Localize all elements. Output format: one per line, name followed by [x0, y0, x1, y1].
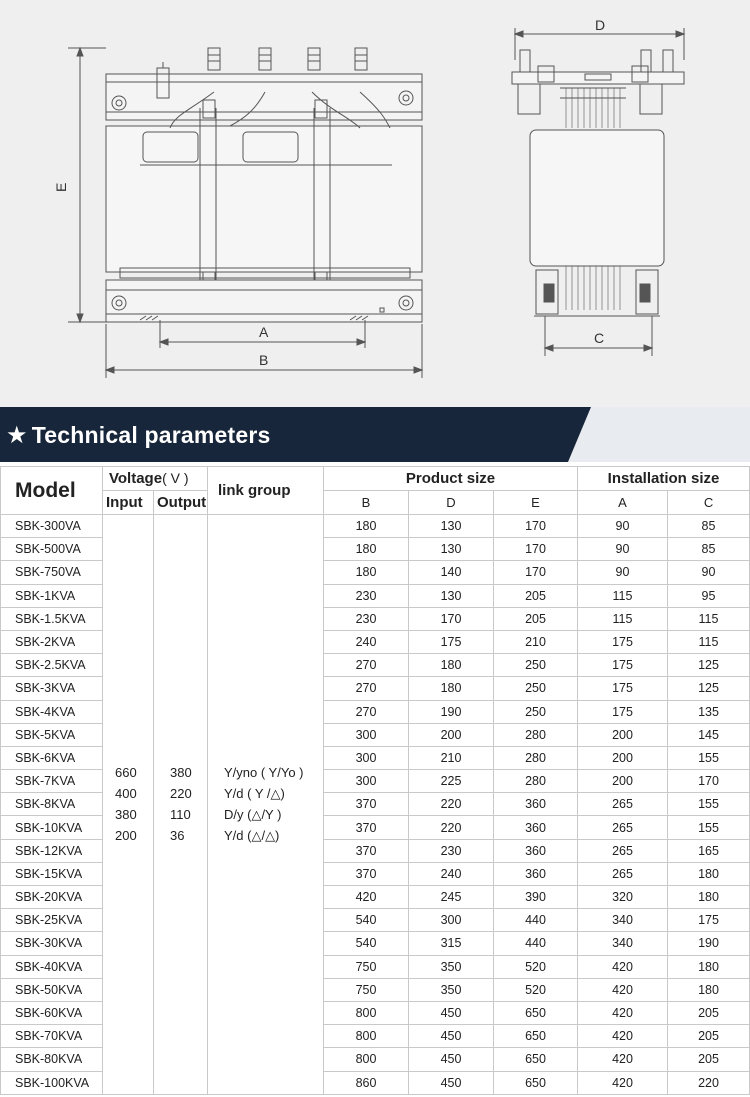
link-group-cell-value: Y/d (△/△): [224, 828, 280, 844]
size-d-cell: 350: [409, 955, 494, 978]
header-voltage: [103, 467, 208, 491]
size-e-cell: 210: [494, 630, 578, 653]
size-a-cell: 115: [578, 607, 668, 630]
model-cell: SBK-2KVA: [1, 630, 103, 653]
table-row: [1, 515, 750, 538]
input-voltage-cell-value: 660: [115, 765, 137, 781]
size-c-cell: 180: [668, 862, 750, 885]
size-c-cell: 205: [668, 1048, 750, 1071]
input-voltage-cell-value: 400: [115, 786, 137, 802]
model-cell: SBK-80KVA: [1, 1048, 103, 1071]
size-c-cell: 190: [668, 932, 750, 955]
size-a-cell: 175: [578, 677, 668, 700]
size-b-cell: 750: [324, 955, 409, 978]
model-cell: SBK-10KVA: [1, 816, 103, 839]
table-body: [1, 515, 750, 1095]
size-e-cell: 170: [494, 561, 578, 584]
size-a-cell: 200: [578, 746, 668, 769]
model-cell: SBK-20KVA: [1, 886, 103, 909]
size-e-cell: 390: [494, 886, 578, 909]
size-b-cell: 300: [324, 746, 409, 769]
header-voltage-label: Voltage: [109, 470, 163, 487]
size-e-cell: 360: [494, 862, 578, 885]
model-cell: SBK-3KVA: [1, 677, 103, 700]
size-b-cell: 800: [324, 1048, 409, 1071]
size-a-cell: 265: [578, 793, 668, 816]
dim-label-b: B: [259, 352, 269, 368]
size-c-cell: 125: [668, 677, 750, 700]
header-input: Input: [103, 491, 154, 515]
size-c-cell: 205: [668, 1025, 750, 1048]
model-cell: SBK-6KVA: [1, 746, 103, 769]
technical-drawing: [0, 0, 750, 407]
size-c-cell: 165: [668, 839, 750, 862]
size-d-cell: 130: [409, 538, 494, 561]
model-cell: SBK-12KVA: [1, 839, 103, 862]
size-e-cell: 650: [494, 1048, 578, 1071]
model-cell: SBK-15KVA: [1, 862, 103, 885]
size-b-cell: 540: [324, 909, 409, 932]
size-d-cell: 130: [409, 584, 494, 607]
size-c-cell: 125: [668, 654, 750, 677]
size-d-cell: 200: [409, 723, 494, 746]
size-e-cell: 250: [494, 700, 578, 723]
dim-label-d: D: [595, 17, 606, 33]
size-d-cell: 140: [409, 561, 494, 584]
size-c-cell: 145: [668, 723, 750, 746]
size-e-cell: 280: [494, 770, 578, 793]
input-voltage-cell-value: 200: [115, 828, 137, 844]
header-model: Model: [1, 467, 103, 515]
size-e-cell: 280: [494, 746, 578, 769]
model-cell: SBK-500VA: [1, 538, 103, 561]
size-d-cell: 450: [409, 1048, 494, 1071]
size-b-cell: 300: [324, 770, 409, 793]
size-a-cell: 175: [578, 654, 668, 677]
size-a-cell: 420: [578, 1025, 668, 1048]
model-cell: SBK-60KVA: [1, 1001, 103, 1024]
model-cell: SBK-8KVA: [1, 793, 103, 816]
size-b-cell: 270: [324, 677, 409, 700]
size-c-cell: 175: [668, 909, 750, 932]
size-a-cell: 420: [578, 1071, 668, 1094]
size-b-cell: 180: [324, 515, 409, 538]
header-c: C: [668, 491, 750, 515]
size-c-cell: 155: [668, 746, 750, 769]
size-a-cell: 265: [578, 816, 668, 839]
size-b-cell: 540: [324, 932, 409, 955]
model-cell: SBK-50KVA: [1, 978, 103, 1001]
size-e-cell: 440: [494, 909, 578, 932]
size-d-cell: 220: [409, 816, 494, 839]
size-e-cell: 205: [494, 607, 578, 630]
model-cell: SBK-2.5KVA: [1, 654, 103, 677]
size-a-cell: 420: [578, 955, 668, 978]
model-cell: SBK-40KVA: [1, 955, 103, 978]
size-d-cell: 450: [409, 1001, 494, 1024]
section-title: [6, 421, 271, 450]
size-e-cell: 360: [494, 793, 578, 816]
size-c-cell: 95: [668, 584, 750, 607]
model-cell: SBK-300VA: [1, 515, 103, 538]
model-cell: SBK-5KVA: [1, 723, 103, 746]
size-c-cell: 115: [668, 607, 750, 630]
size-e-cell: 250: [494, 654, 578, 677]
technical-parameters-table: [0, 466, 750, 1095]
header-e: E: [494, 491, 578, 515]
header-b: B: [324, 491, 409, 515]
header-output: Output: [154, 491, 208, 515]
size-a-cell: 420: [578, 1001, 668, 1024]
size-c-cell: 85: [668, 538, 750, 561]
size-b-cell: 230: [324, 607, 409, 630]
size-e-cell: 650: [494, 1071, 578, 1094]
size-d-cell: 180: [409, 654, 494, 677]
dim-label-e: E: [53, 182, 69, 192]
size-e-cell: 280: [494, 723, 578, 746]
front-view: [68, 48, 422, 378]
size-c-cell: 205: [668, 1001, 750, 1024]
model-cell: SBK-25KVA: [1, 909, 103, 932]
size-d-cell: 130: [409, 515, 494, 538]
size-d-cell: 350: [409, 978, 494, 1001]
size-d-cell: 175: [409, 630, 494, 653]
size-d-cell: 450: [409, 1071, 494, 1094]
size-c-cell: 85: [668, 515, 750, 538]
header-link-group: link group: [208, 467, 324, 515]
model-cell: SBK-30KVA: [1, 932, 103, 955]
size-d-cell: 240: [409, 862, 494, 885]
header-a: A: [578, 491, 668, 515]
size-a-cell: 340: [578, 909, 668, 932]
section-banner: [0, 407, 750, 462]
size-a-cell: 340: [578, 932, 668, 955]
dim-label-a: A: [259, 324, 269, 340]
size-a-cell: 175: [578, 630, 668, 653]
size-c-cell: 180: [668, 955, 750, 978]
size-b-cell: 230: [324, 584, 409, 607]
size-e-cell: 520: [494, 955, 578, 978]
input-voltage-cell-value: 380: [115, 807, 137, 823]
model-cell: SBK-70KVA: [1, 1025, 103, 1048]
size-c-cell: 115: [668, 630, 750, 653]
size-e-cell: 650: [494, 1025, 578, 1048]
size-a-cell: 200: [578, 723, 668, 746]
header-product-size: Product size: [324, 467, 578, 491]
side-view: [512, 28, 684, 356]
size-a-cell: 175: [578, 700, 668, 723]
size-e-cell: 170: [494, 515, 578, 538]
size-b-cell: 800: [324, 1025, 409, 1048]
size-c-cell: 90: [668, 561, 750, 584]
model-cell: SBK-7KVA: [1, 770, 103, 793]
size-a-cell: 200: [578, 770, 668, 793]
dim-label-c: C: [594, 330, 605, 346]
size-e-cell: 440: [494, 932, 578, 955]
size-e-cell: 520: [494, 978, 578, 1001]
size-b-cell: 370: [324, 816, 409, 839]
size-a-cell: 265: [578, 839, 668, 862]
size-d-cell: 190: [409, 700, 494, 723]
output-voltage-cell-value: 36: [170, 828, 185, 844]
output-voltage-cell-value: 110: [170, 807, 191, 823]
model-cell: SBK-1KVA: [1, 584, 103, 607]
model-cell: SBK-4KVA: [1, 700, 103, 723]
size-a-cell: 320: [578, 886, 668, 909]
size-b-cell: 180: [324, 561, 409, 584]
output-voltage-cell-value: 220: [170, 786, 192, 802]
size-b-cell: 750: [324, 978, 409, 1001]
size-e-cell: 250: [494, 677, 578, 700]
size-b-cell: 370: [324, 862, 409, 885]
model-cell: SBK-750VA: [1, 561, 103, 584]
input-voltage-cell: [103, 515, 154, 1095]
model-cell: SBK-100KVA: [1, 1071, 103, 1094]
output-voltage-cell-value: 380: [170, 765, 192, 781]
size-b-cell: 860: [324, 1071, 409, 1094]
size-c-cell: 220: [668, 1071, 750, 1094]
section-title-text: Technical parameters: [31, 422, 271, 448]
size-d-cell: 315: [409, 932, 494, 955]
size-d-cell: 170: [409, 607, 494, 630]
output-voltage-cell: [154, 515, 208, 1095]
size-b-cell: 270: [324, 700, 409, 723]
size-b-cell: 800: [324, 1001, 409, 1024]
size-d-cell: 230: [409, 839, 494, 862]
size-c-cell: 155: [668, 793, 750, 816]
size-c-cell: 180: [668, 886, 750, 909]
link-group-cell-value: D/y (△/Y ): [224, 807, 282, 823]
size-c-cell: 170: [668, 770, 750, 793]
size-e-cell: 205: [494, 584, 578, 607]
size-d-cell: 210: [409, 746, 494, 769]
size-a-cell: 265: [578, 862, 668, 885]
header-voltage-unit: ( V ): [162, 470, 189, 486]
size-c-cell: 155: [668, 816, 750, 839]
size-a-cell: 115: [578, 584, 668, 607]
size-d-cell: 300: [409, 909, 494, 932]
size-e-cell: 170: [494, 538, 578, 561]
model-cell: SBK-1.5KVA: [1, 607, 103, 630]
size-e-cell: 360: [494, 816, 578, 839]
link-group-cell-value: Y/d ( Y /△): [224, 786, 285, 802]
size-d-cell: 180: [409, 677, 494, 700]
link-group-cell: [208, 515, 324, 1095]
size-b-cell: 420: [324, 886, 409, 909]
size-d-cell: 220: [409, 793, 494, 816]
link-group-cell-value: Y/yno ( Y/Yo ): [224, 765, 304, 781]
size-b-cell: 300: [324, 723, 409, 746]
size-e-cell: 650: [494, 1001, 578, 1024]
size-d-cell: 450: [409, 1025, 494, 1048]
size-d-cell: 245: [409, 886, 494, 909]
header-installation-size: Installation size: [578, 467, 750, 491]
size-b-cell: 370: [324, 839, 409, 862]
star-icon: ★: [6, 422, 28, 449]
size-a-cell: 90: [578, 538, 668, 561]
size-b-cell: 180: [324, 538, 409, 561]
size-b-cell: 240: [324, 630, 409, 653]
transformer-drawing: [0, 0, 750, 407]
size-c-cell: 180: [668, 978, 750, 1001]
header-d: D: [409, 491, 494, 515]
size-a-cell: 90: [578, 515, 668, 538]
size-b-cell: 270: [324, 654, 409, 677]
size-a-cell: 420: [578, 978, 668, 1001]
size-c-cell: 135: [668, 700, 750, 723]
size-b-cell: 370: [324, 793, 409, 816]
size-a-cell: 90: [578, 561, 668, 584]
size-a-cell: 420: [578, 1048, 668, 1071]
size-d-cell: 225: [409, 770, 494, 793]
size-e-cell: 360: [494, 839, 578, 862]
